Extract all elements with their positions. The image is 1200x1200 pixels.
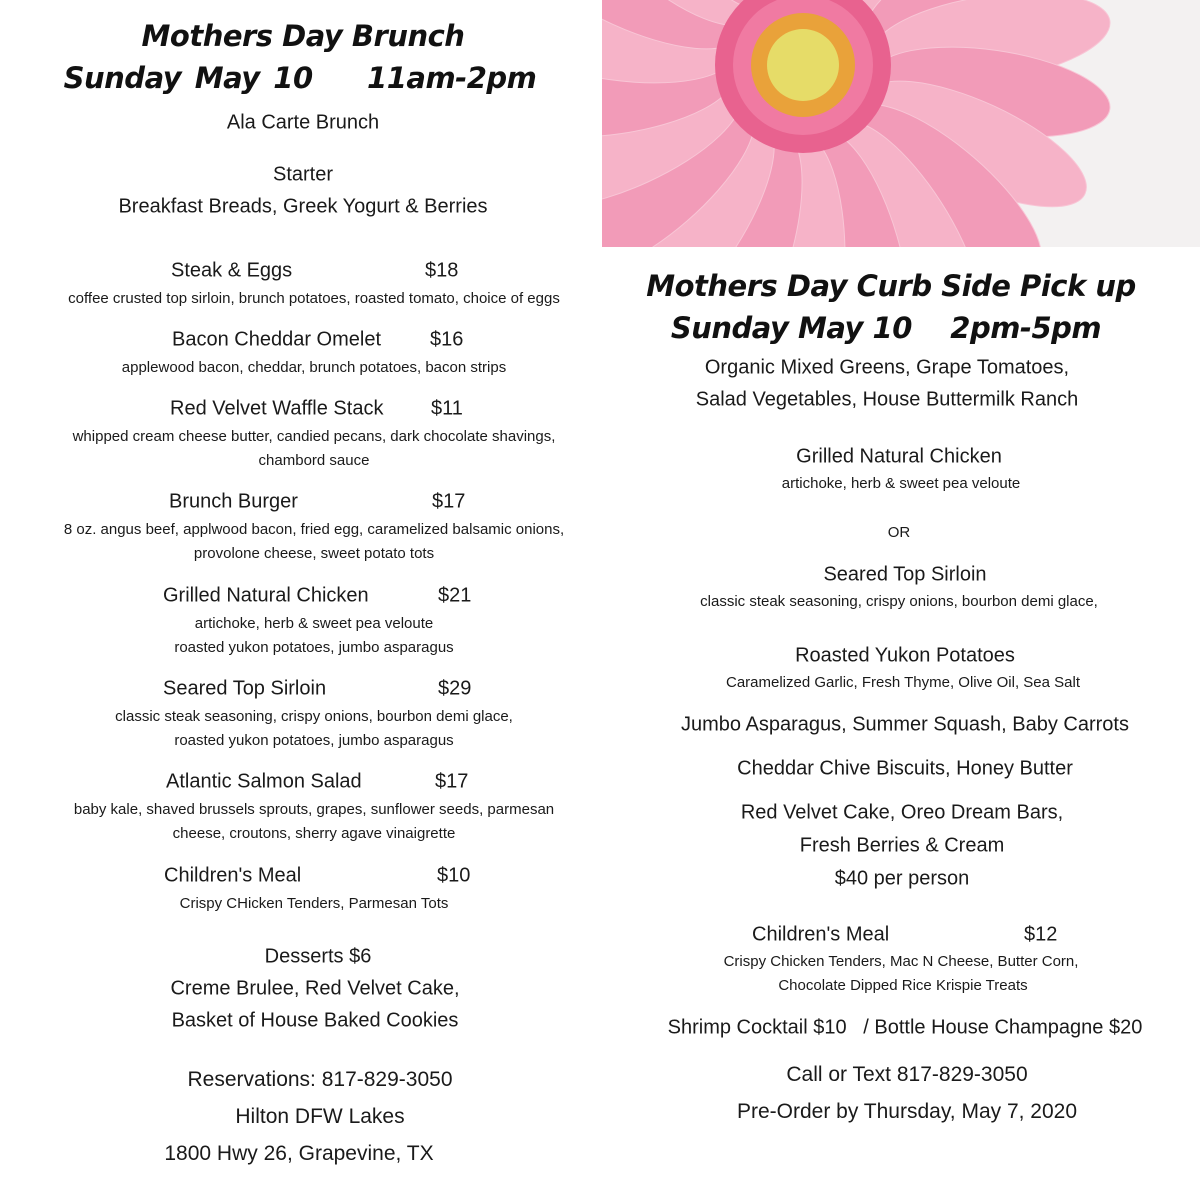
reservations-phone: Reservations: 817-829-3050 bbox=[187, 1068, 453, 1091]
menu-item-description: coffee crusted top sirloin, brunch potatoes, roasted tomato, choice of eggs bbox=[68, 290, 560, 307]
salad-line: Organic Mixed Greens, Grape Tomatoes, bbox=[704, 356, 1070, 379]
kids-meal-price: $12 bbox=[1024, 923, 1058, 946]
menu-item-description: 8 oz. angus beef, applwood bacon, fried egg, caramelized balsamic onions, bbox=[63, 521, 565, 538]
brunch-date: Sunday May 10 11am-2pm bbox=[63, 61, 537, 95]
menu-item-description: classic steak seasoning, crispy onions, bourbon demi glace, bbox=[115, 708, 513, 725]
preorder-deadline: Pre-Order by Thursday, May 7, 2020 bbox=[736, 1100, 1078, 1123]
potatoes-name: Roasted Yukon Potatoes bbox=[795, 644, 1015, 667]
menu-item-name: Brunch Burger bbox=[169, 490, 298, 513]
menu-item-description: roasted yukon potatoes, jumbo asparagus bbox=[174, 732, 454, 749]
menu-item-price: $29 bbox=[438, 677, 472, 700]
desserts-line: Creme Brulee, Red Velvet Cake, bbox=[170, 977, 460, 1000]
extras: Shrimp Cocktail $10 / Bottle House Champagne $20 bbox=[667, 1016, 1143, 1039]
menu-item-name: Bacon Cheddar Omelet bbox=[172, 328, 382, 351]
starter-label: Starter bbox=[272, 163, 334, 186]
kids-meal-desc: Chocolate Dipped Rice Krispie Treats bbox=[778, 977, 1028, 994]
curbside-date: Sunday May 10 2pm-5pm bbox=[670, 311, 1102, 345]
chicken-name: Grilled Natural Chicken bbox=[796, 445, 1002, 468]
curbside-title: Mothers Day Curb Side Pick up bbox=[646, 269, 1136, 303]
menu-item-name: Steak & Eggs bbox=[171, 259, 293, 282]
menu-item-description: chambord sauce bbox=[258, 452, 370, 469]
menu-item-description: whipped cream cheese butter, candied pecans, dark chocolate shavings, bbox=[72, 428, 556, 445]
menu-item-description: cheese, croutons, sherry agave vinaigrette bbox=[172, 825, 456, 842]
dessert-line: Fresh Berries & Cream bbox=[799, 834, 1005, 857]
hotel-name: Hilton DFW Lakes bbox=[235, 1105, 405, 1128]
sirloin-name: Seared Top Sirloin bbox=[823, 563, 987, 586]
kids-meal-name: Children's Meal bbox=[752, 923, 890, 946]
hotel-address: 1800 Hwy 26, Grapevine, TX bbox=[164, 1142, 434, 1165]
pink-daisy-photo bbox=[602, 0, 1200, 247]
desserts-line: Basket of House Baked Cookies bbox=[171, 1009, 459, 1032]
menu-item-description: Crispy CHicken Tenders, Parmesan Tots bbox=[179, 895, 449, 912]
menu-item-description: artichoke, herb & sweet pea veloute bbox=[194, 615, 434, 632]
brunch-subtitle: Ala Carte Brunch bbox=[226, 111, 380, 134]
salad-line: Salad Vegetables, House Buttermilk Ranch bbox=[695, 388, 1079, 411]
menu-item-description: roasted yukon potatoes, jumbo asparagus bbox=[174, 639, 454, 656]
vegetables: Jumbo Asparagus, Summer Squash, Baby Carrots bbox=[681, 713, 1129, 736]
sirloin-desc: classic steak seasoning, crispy onions, bourbon demi glace, bbox=[700, 593, 1098, 610]
menu-item-name: Children's Meal bbox=[164, 864, 302, 887]
menu-item-name: Red Velvet Waffle Stack bbox=[170, 397, 384, 420]
menu-item-price: $17 bbox=[435, 770, 469, 793]
desserts-heading: Desserts $6 bbox=[264, 945, 372, 968]
potatoes-desc: Caramelized Garlic, Fresh Thyme, Olive Oil, Sea Salt bbox=[725, 674, 1081, 691]
kids-meal-desc: Crispy Chicken Tenders, Mac N Cheese, Butter Corn, bbox=[723, 953, 1079, 970]
menu-item-price: $10 bbox=[437, 864, 471, 887]
dessert-line: Red Velvet Cake, Oreo Dream Bars, bbox=[740, 801, 1064, 824]
menu-item-price: $18 bbox=[425, 259, 459, 282]
biscuits: Cheddar Chive Biscuits, Honey Butter bbox=[737, 757, 1073, 780]
menu-item-description: provolone cheese, sweet potato tots bbox=[193, 545, 435, 562]
menu-item-name: Grilled Natural Chicken bbox=[163, 584, 369, 607]
menu-item-price: $11 bbox=[431, 397, 463, 420]
price-per-person: $40 per person bbox=[834, 867, 970, 890]
call-text-phone: Call or Text 817-829-3050 bbox=[786, 1063, 1028, 1086]
menu-item-price: $16 bbox=[430, 328, 464, 351]
starter-text: Breakfast Breads, Greek Yogurt & Berries bbox=[118, 195, 488, 218]
menu-item-price: $17 bbox=[432, 490, 466, 513]
menu-item-description: applewood bacon, cheddar, brunch potatoes, bacon strips bbox=[121, 359, 507, 376]
menu-item-name: Atlantic Salmon Salad bbox=[166, 770, 362, 793]
menu-item-name: Seared Top Sirloin bbox=[163, 677, 327, 700]
chicken-desc: artichoke, herb & sweet pea veloute bbox=[781, 475, 1021, 492]
brunch-title: Mothers Day Brunch bbox=[141, 19, 465, 53]
menu-item-description: baby kale, shaved brussels sprouts, grapes, sunflower seeds, parmesan bbox=[73, 801, 555, 818]
menu-item-price: $21 bbox=[438, 584, 472, 607]
or-label: OR bbox=[887, 524, 911, 541]
